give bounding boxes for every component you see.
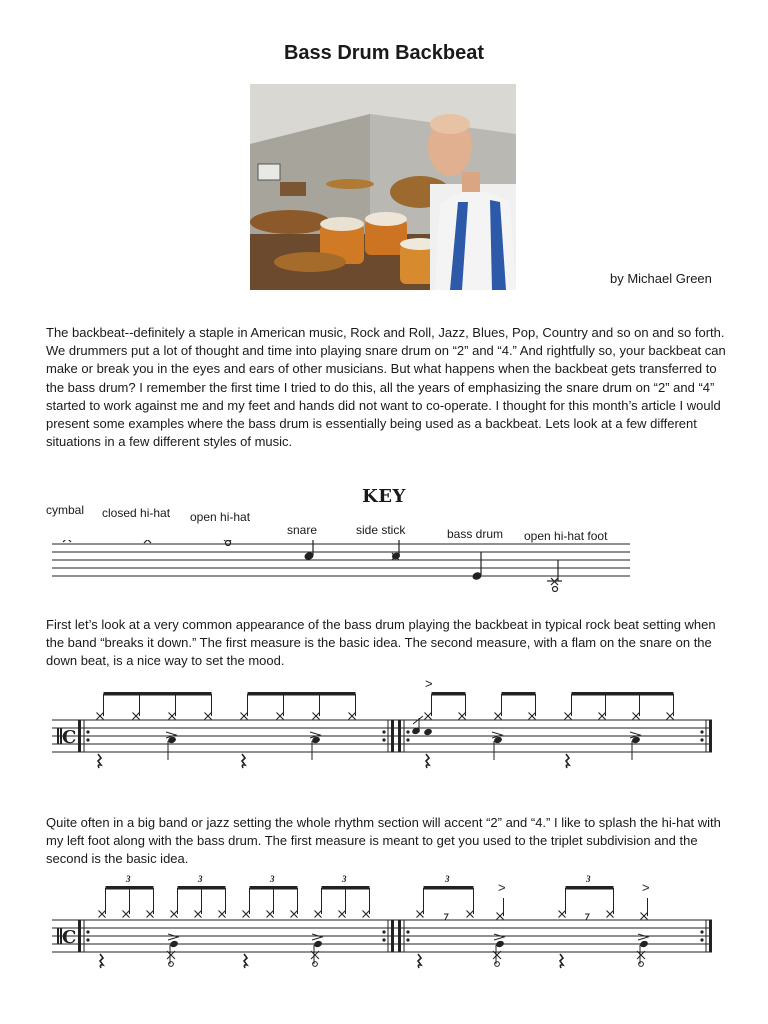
repeat-dot — [86, 730, 89, 733]
repeat-bar-thick — [391, 720, 394, 752]
key-label-cymbal: cymbal — [46, 503, 85, 517]
repeat-dot — [86, 938, 89, 941]
eighth-note-beam — [572, 692, 674, 696]
repeat-dot — [700, 730, 703, 733]
accent-mark — [494, 934, 504, 940]
repeat-dot — [700, 930, 703, 933]
quarter-rest — [560, 954, 563, 968]
eighth-note-beam — [502, 692, 536, 696]
repeat-bar-thick — [398, 720, 401, 752]
repeat-bar-thick — [78, 720, 81, 752]
time-signature-common: C — [62, 927, 77, 948]
eighth-note-beam — [106, 886, 154, 890]
repeat-dot — [382, 738, 385, 741]
repeat-bar-thick — [391, 920, 394, 952]
repeat-dot — [406, 930, 409, 933]
bass-drum-notehead — [169, 940, 179, 948]
repeat-dot — [382, 730, 385, 733]
triplet-marker: 3 — [342, 874, 347, 884]
triplet-marker: 3 — [270, 874, 275, 884]
bass-drum-notehead — [313, 940, 323, 948]
key-heading: KEY — [362, 486, 406, 507]
eighth-rest — [444, 914, 448, 920]
time-signature-common: C — [62, 727, 77, 748]
author-byline: by Michael Green — [610, 271, 712, 286]
quarter-rest — [418, 954, 421, 968]
article-title: Bass Drum Backbeat — [283, 42, 485, 64]
repeat-dot — [406, 730, 409, 733]
accent-mark — [312, 934, 322, 940]
repeat-bar-thick — [398, 920, 401, 952]
side-stick-note — [392, 540, 400, 560]
quarter-rest — [100, 954, 103, 968]
jazz-example-paragraph: Quite often in a big band or jazz setting the whole rhythm section will accent “2” and “4.” I like to splash the hi-hat with my left foot along with the bass drum. The first measure is meant to get you used to the triplet subdivision and the second is the basic idea. — [46, 815, 721, 867]
intro-paragraph: The backbeat--definitely a staple in American music, Rock and Roll, Jazz, Blues, Pop, Country and so on and so forth. We drummers put a lot of thought and time into playing snare drum on “2” and “4.” And rightfully so, your backbeat can make or break you in the eyes and ears of other musicians. But what happens when the backbeat gets transferred to the bass drum? I remember the first time I tried to do this, all the years of emphasizing the snare drum on “2” and “4” started to work against me and my feet and hands did not want to co-operate. I thought for this month’s article I would present some examples where the bass drum is essentially being used as a backbeat. Lets look at a few different situations in a few different styles of music. — [46, 325, 726, 450]
quarter-rest — [98, 754, 101, 768]
accent-mark — [310, 732, 320, 738]
eighth-note-beam — [432, 692, 466, 696]
snare-notehead — [423, 728, 433, 736]
eighth-rest — [585, 914, 589, 920]
eighth-note-beam — [250, 886, 298, 890]
triplet-marker: 3 — [198, 874, 203, 884]
repeat-dot — [86, 738, 89, 741]
open-hihat-circle — [169, 962, 174, 967]
accent-mark — [630, 732, 640, 738]
triplet-marker: 3 — [586, 874, 591, 884]
key-label-open-hihat: open hi-hat — [190, 510, 251, 524]
eighth-note-beam — [104, 692, 212, 696]
cymbal-note — [63, 540, 71, 542]
eighth-note-beam — [424, 886, 474, 890]
repeat-bar-thick — [709, 720, 712, 752]
triplet-marker: 3 — [126, 874, 131, 884]
repeat-dot — [382, 938, 385, 941]
repeat-dot — [382, 930, 385, 933]
key-staff — [0, 540, 768, 600]
bass-drum-notehead — [495, 940, 505, 948]
accent-mark: > — [425, 676, 433, 691]
drummer-photo — [250, 84, 516, 290]
accent-mark — [166, 732, 176, 738]
key-label-open-hihat-foot: open hi-hat foot — [524, 529, 608, 543]
rock-example-paragraph: First let’s look at a very common appearance of the bass drum playing the backbeat in typical rock beat setting when the band “breaks it down.” The first measure is the basic idea. The second measure, with a flam on the snare on the down beat, is a nice way to set the mood. — [46, 617, 716, 669]
bass-drum-note — [472, 552, 482, 580]
repeat-dot — [700, 938, 703, 941]
jazz-backbeat-notation — [0, 870, 768, 980]
repeat-dot — [406, 738, 409, 741]
open-hihat-circle — [639, 962, 644, 967]
open-hihat-circle — [495, 962, 500, 967]
open-hihat-circle — [313, 962, 318, 967]
eighth-note-beam — [566, 886, 614, 890]
repeat-dot — [86, 930, 89, 933]
repeat-dot — [700, 738, 703, 741]
quarter-rest — [566, 754, 569, 768]
key-label-bass-drum: bass drum — [447, 527, 504, 541]
accent-mark: > — [642, 880, 650, 895]
accent-mark — [492, 732, 502, 738]
accent-mark — [638, 934, 648, 940]
key-label-closed-hihat: closed hi-hat — [102, 506, 171, 520]
open-hihat-note — [224, 540, 231, 546]
eighth-note-beam — [248, 692, 356, 696]
repeat-dot — [406, 938, 409, 941]
rock-backbeat-notation — [0, 676, 768, 776]
accent-mark — [168, 934, 178, 940]
closed-hihat-note — [144, 540, 151, 543]
eighth-note-beam — [178, 886, 226, 890]
triplet-marker: 3 — [445, 874, 450, 884]
quarter-rest — [426, 754, 429, 768]
repeat-bar-thick — [709, 920, 712, 952]
quarter-rest — [242, 754, 245, 768]
eighth-note-beam — [322, 886, 370, 890]
accent-mark: > — [498, 880, 506, 895]
repeat-bar-thick — [78, 920, 81, 952]
bass-drum-notehead — [639, 940, 649, 948]
quarter-rest — [244, 954, 247, 968]
key-label-side-stick: side stick — [356, 523, 406, 537]
key-label-snare: snare — [287, 523, 318, 537]
snare-note — [304, 540, 314, 560]
